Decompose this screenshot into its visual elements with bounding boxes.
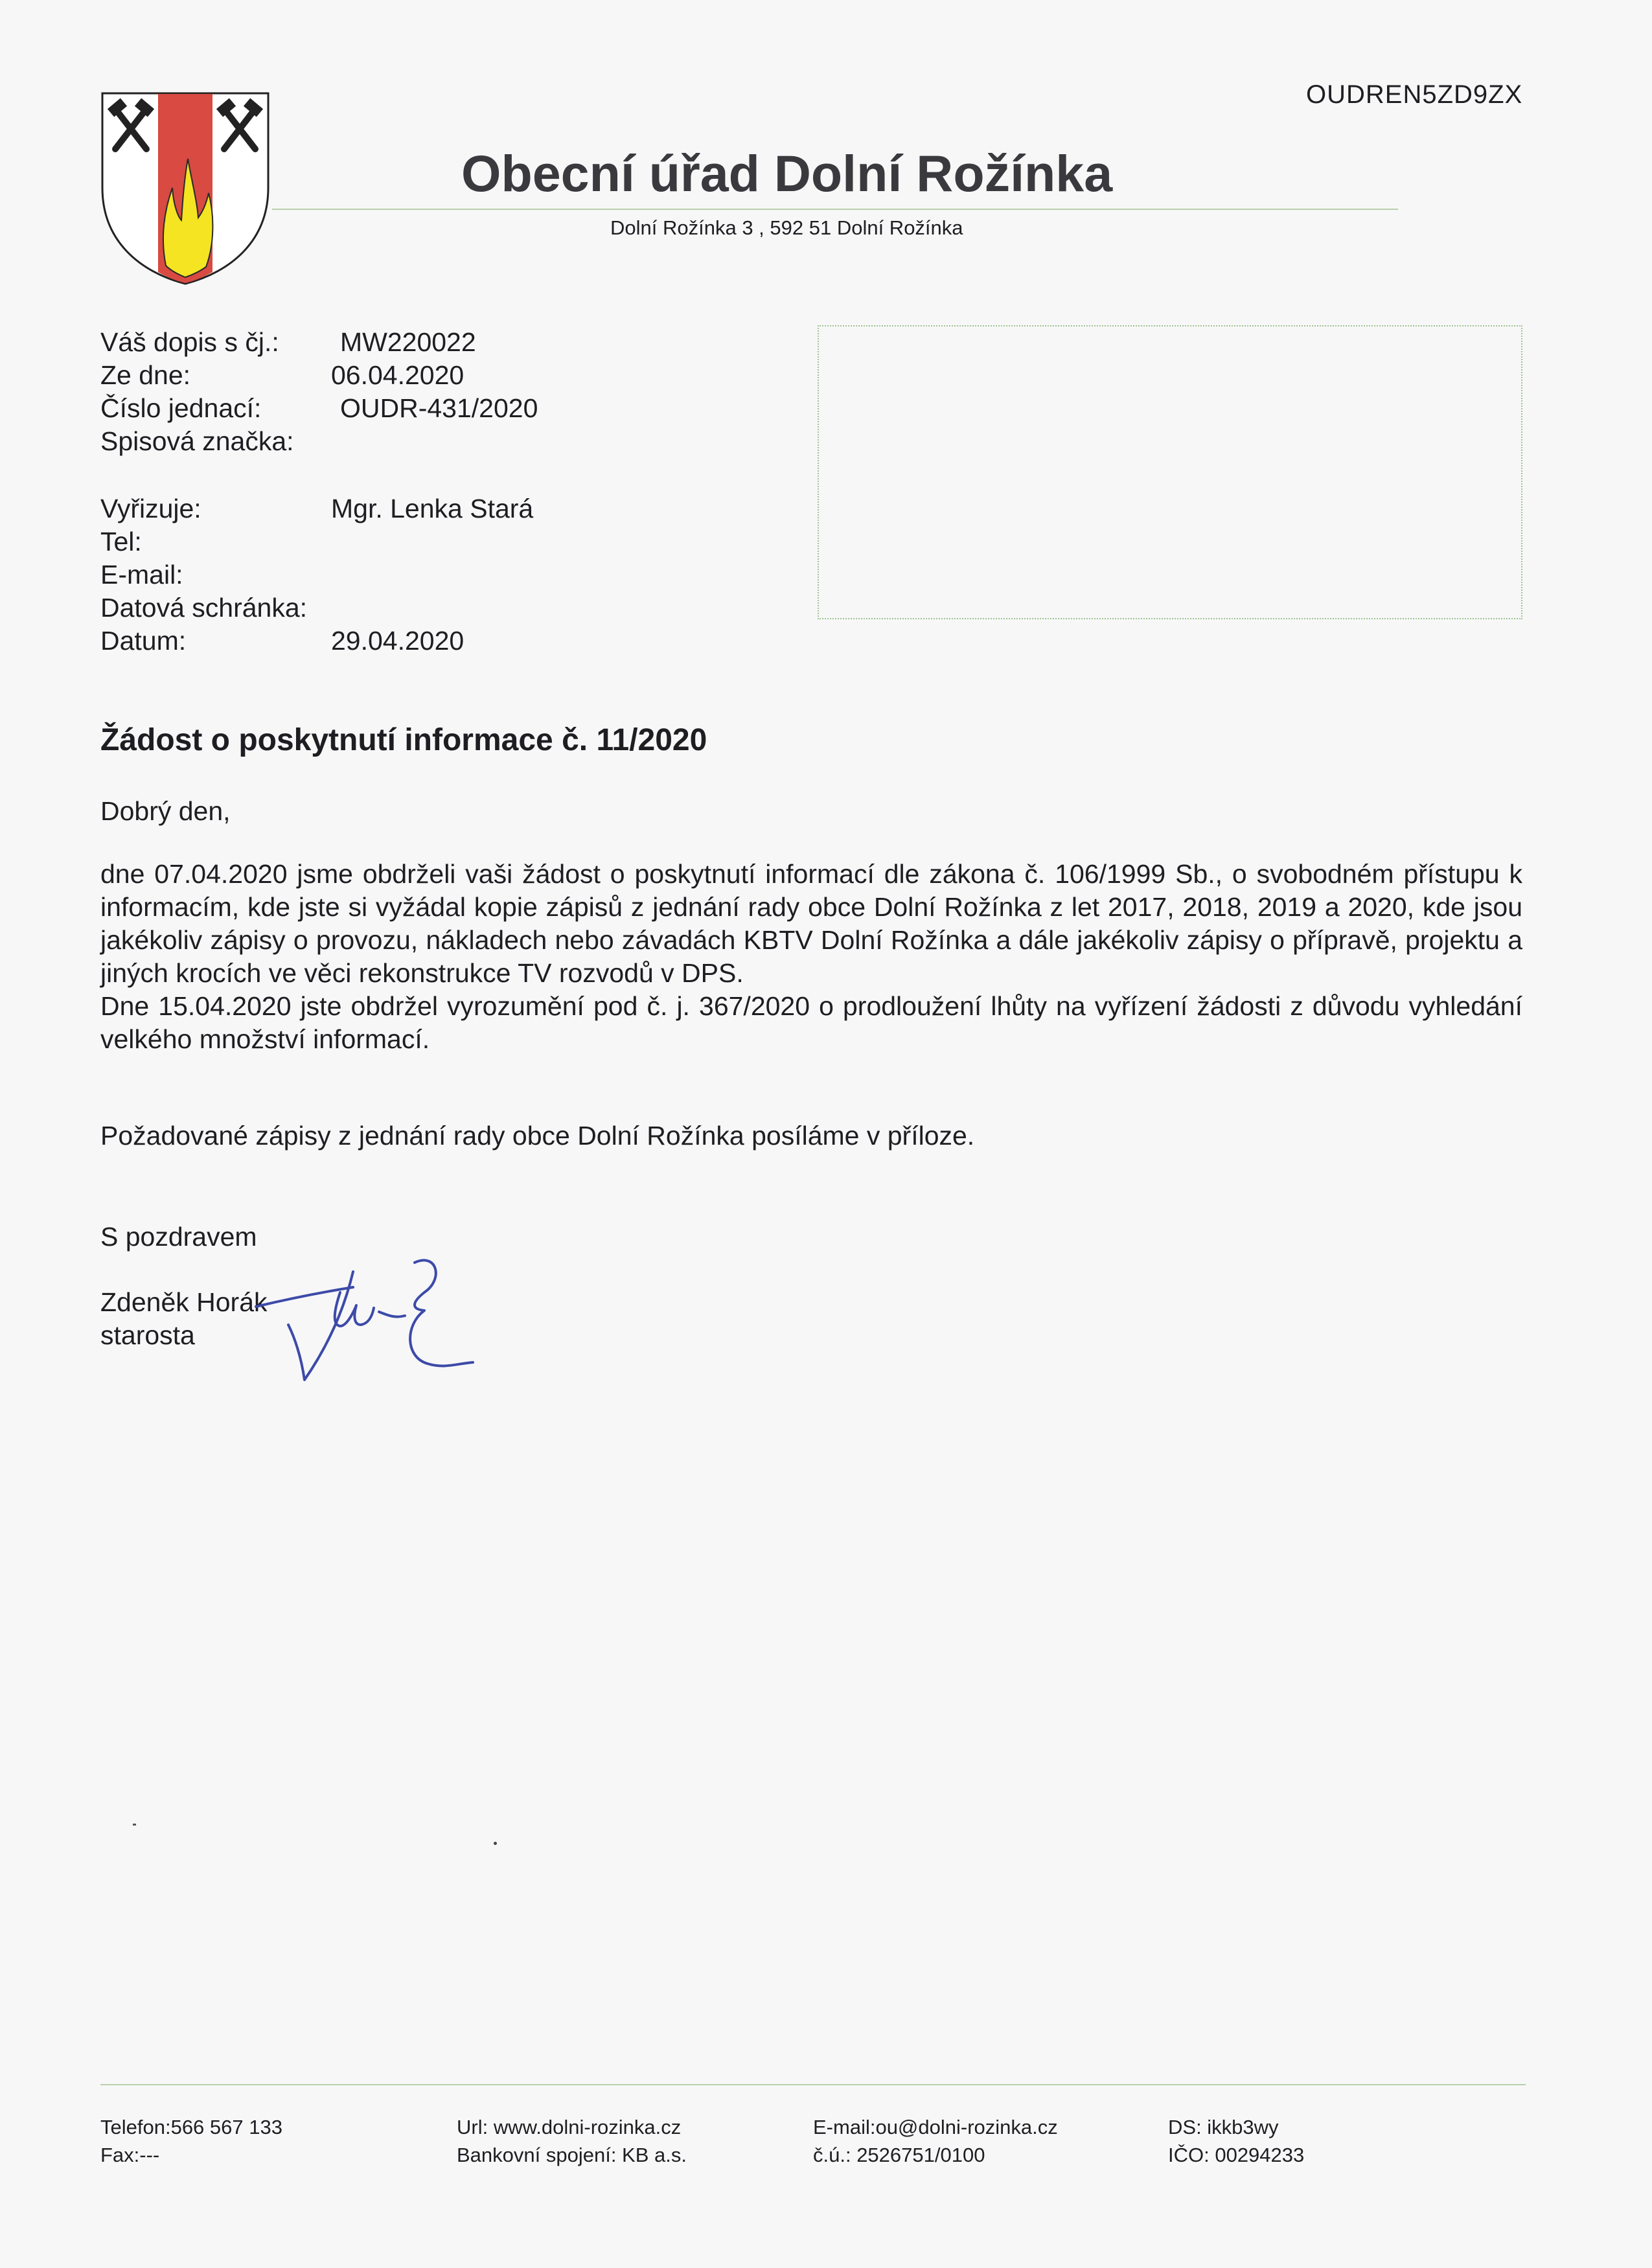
ref-value: MW220022 xyxy=(340,327,476,357)
ref-label: Spisová značka: xyxy=(100,426,294,456)
greeting: Dobrý den, xyxy=(100,796,231,826)
handwritten-signature xyxy=(249,1254,476,1386)
office-address: Dolní Rožínka 3 , 592 51 Dolní Rožínka xyxy=(610,216,963,239)
municipal-crest xyxy=(98,91,272,286)
recipient-address-box xyxy=(818,325,1522,619)
office-title: Obecní úřad Dolní Rožínka xyxy=(461,144,1113,202)
footer-url: Url: www.dolni-rozinka.cz xyxy=(457,2116,682,2138)
ref-value: OUDR-431/2020 xyxy=(340,393,538,423)
ref-label: Datová schránka: xyxy=(100,593,308,623)
signer-role: starosta xyxy=(100,1320,195,1350)
ref-label: Ze dne: xyxy=(100,360,191,390)
ref-label: Datum: xyxy=(100,626,187,656)
footer-account: č.ú.: 2526751/0100 xyxy=(813,2144,985,2166)
ref-label: E-mail: xyxy=(100,560,183,590)
footer-fax: Fax:--- xyxy=(100,2144,160,2166)
body-paragraph: dne 07.04.2020 jsme obdrželi vaši žádost o poskytnutí informací dle zákona č. 106/1999 Sb., o svobodném přístupu k informacím, kde jste si vyžádal kopie zápisů z jednání rady obce Dolní Rožínka z let 2017, 2018, 2019 a 2020, kde jsou jakékoliv zápisy o provozu, nákladech nebo závadách KBTV Dolní Rožínka a dále jakékoliv zápisy o přípravě, projektu a jiných krocích ve věci rekonstrukce TV rozvodů v DPS. xyxy=(100,859,1522,988)
footer-divider xyxy=(100,2084,1526,2085)
scan-speck xyxy=(133,1824,136,1826)
footer-email: E-mail:ou@dolni-rozinka.cz xyxy=(813,2116,1058,2138)
footer-phone: Telefon:566 567 133 xyxy=(100,2116,282,2138)
ref-label: Váš dopis s čj.: xyxy=(100,327,279,357)
ref-label: Číslo jednací: xyxy=(100,393,262,423)
letter-body xyxy=(100,858,1522,1056)
body-paragraph: Požadované zápisy z jednání rady obce Dolní Rožínka posíláme v příloze. xyxy=(100,1121,975,1151)
closing-salutation: S pozdravem xyxy=(100,1222,257,1252)
ref-value: 06.04.2020 xyxy=(331,360,465,390)
header-divider xyxy=(272,209,1398,210)
footer-column-email xyxy=(813,2113,1058,2169)
footer-bank: Bankovní spojení: KB a.s. xyxy=(457,2144,687,2166)
ref-value: 29.04.2020 xyxy=(331,626,465,656)
footer-column-ids xyxy=(1168,2113,1304,2169)
signer-name: Zdeněk Horák xyxy=(100,1287,268,1317)
footer-ds: DS: ikkb3wy xyxy=(1168,2116,1279,2138)
body-paragraph: Dne 15.04.2020 jste obdržel vyrozumění pod č. j. 367/2020 o prodloužení lhůty na vyřízení žádosti z důvodu vyhledání velkého množství informací. xyxy=(100,991,1522,1054)
document-id: OUDREN5ZD9ZX xyxy=(1306,80,1523,109)
footer-column-contact xyxy=(100,2113,282,2169)
ref-label: Tel: xyxy=(100,527,142,556)
footer-column-web xyxy=(457,2113,687,2169)
scan-speck xyxy=(494,1842,497,1845)
letter-subject: Žádost o poskytnutí informace č. 11/2020 xyxy=(100,723,707,757)
footer-ico: IČO: 00294233 xyxy=(1168,2144,1305,2166)
ref-value: Mgr. Lenka Stará xyxy=(331,494,534,523)
ref-label: Vyřizuje: xyxy=(100,494,201,523)
